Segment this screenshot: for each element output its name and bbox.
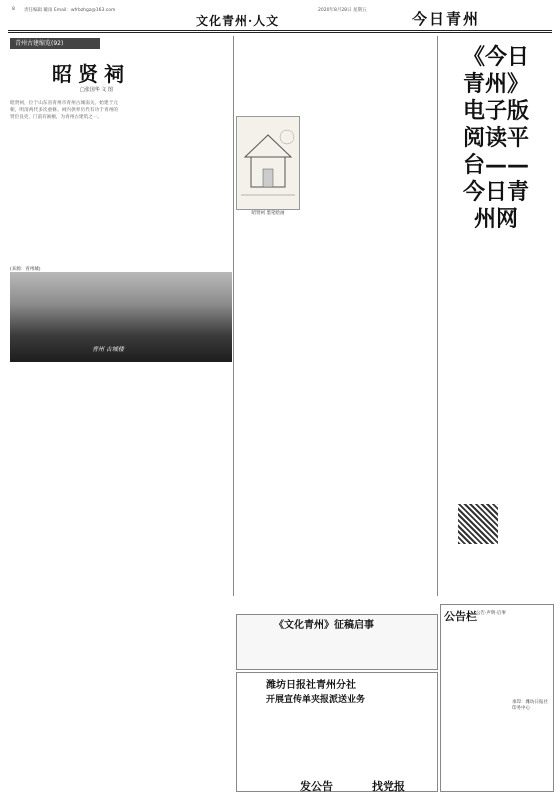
call-for-papers-title: 《文化青州》征稿启事 [274,620,374,631]
announcement-title: 公告栏 [444,610,477,623]
section-title: 文化青州·人文 [196,14,280,28]
photo-caption: 青州 古城楼 [92,346,124,353]
photo-credit: (来源：青州城) [10,267,41,272]
ad-subtitle: 开展宣传单夹报派送业务 [266,695,366,705]
bottom-right-heading: 找党报 [372,780,405,793]
qr-code-icon [458,504,498,544]
temple-sketch-image [236,116,300,210]
page-number: 8 [12,7,15,12]
editor-line: 责任编辑 戴雨 Email：wfrbzhgz@163.com [24,8,116,13]
ad-title: 潍坊日报社青州分社 [266,680,356,691]
announcement-subtitle: 公告·声明·启事 [476,611,506,616]
column-divider [437,36,438,596]
column-divider [233,36,234,596]
header-rule-thin [8,32,552,33]
article-body: 昭贤祠，位于山东省青州市青州古城南关。始建于元朝，明清两代多次重修。祠内供奉历代有功于青州的贤臣良吏，门前有匾额，为青州古建筑之一。 [10,101,118,120]
promo-banner: 《今日青州》电子版阅读平台——今日青州网 [462,45,529,232]
bottom-left-heading: 发公告 [300,780,333,793]
sketch-caption: 昭贤祠 墨笔绘画 [251,211,285,216]
printing-info: 承印：潍坊日报社印务中心 [512,700,548,711]
article-author: □张国华 文 图 [80,87,113,93]
article-title: 昭贤祠 [52,62,130,86]
announcement-board [440,604,554,792]
series-label: 青州古建缩览(92) [10,38,100,49]
issue-date: 2020年8月28日 星期五 [318,8,367,13]
paper-logo: 今日青州 [412,10,481,28]
header-rule [8,30,552,31]
